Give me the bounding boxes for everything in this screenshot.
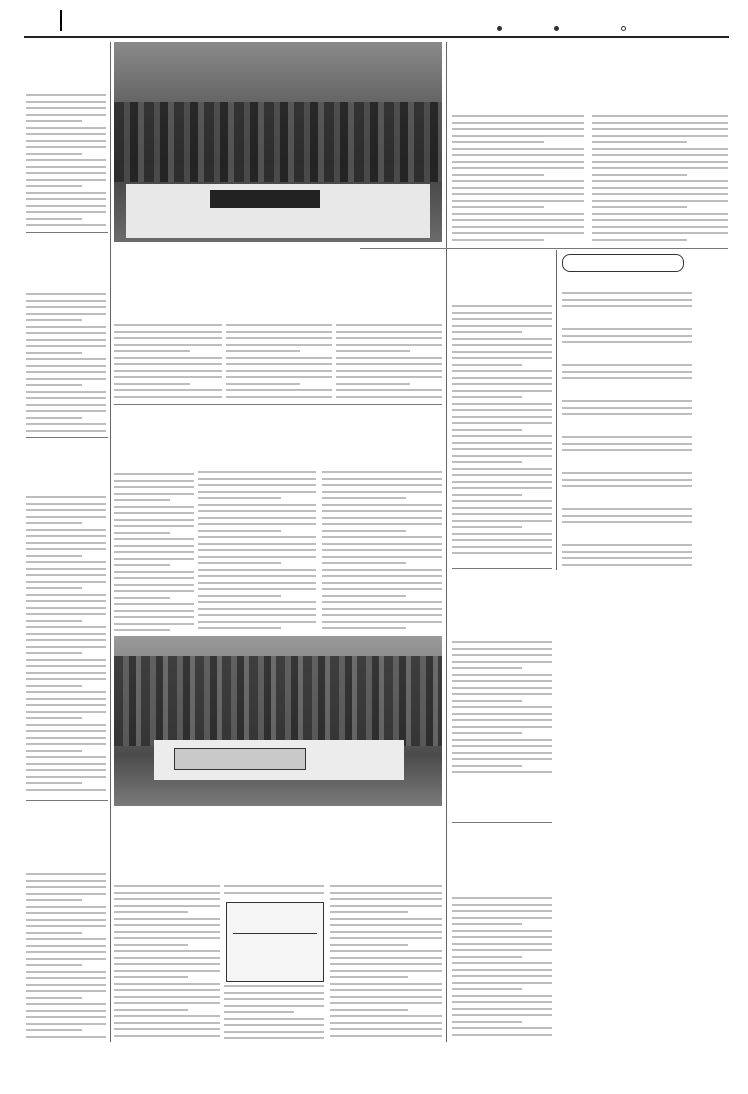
col1-divider — [110, 42, 111, 1042]
middle-protest-photo — [114, 636, 442, 806]
header-rule — [24, 36, 729, 38]
kalihati-body — [452, 305, 552, 563]
col1-story3-body — [26, 496, 106, 796]
tanore-body-col3 — [330, 885, 442, 1041]
right-inner-divider — [556, 250, 557, 570]
durgapur-rule — [452, 568, 552, 569]
right-top-body-col2 — [592, 115, 728, 243]
tanore-body-col2b — [224, 985, 324, 1041]
crowd-silhouettes — [114, 102, 442, 182]
nagarpur-rule — [452, 822, 552, 823]
briefs-list — [562, 276, 692, 568]
tanore-body-col2a — [224, 885, 324, 899]
col1-story1-body — [26, 94, 106, 228]
lead-body-col1 — [114, 324, 222, 400]
tanore-body-col1 — [114, 885, 220, 1041]
lead-body-col3 — [336, 324, 442, 400]
singra-body-col1 — [198, 471, 316, 633]
briefs-header — [562, 254, 684, 272]
sitakunda-rule — [114, 404, 442, 405]
tanore-quote-box — [226, 902, 324, 982]
col1-rule-3 — [26, 800, 108, 801]
col-mid-divider — [446, 42, 447, 1042]
col1-story4-body — [26, 873, 106, 1041]
top-protest-photo — [114, 42, 442, 242]
facebook-icon — [497, 26, 502, 31]
brief-item-body — [562, 436, 692, 454]
globe-icon — [621, 26, 626, 31]
brief-item-body — [562, 328, 692, 346]
col1-rule-2 — [26, 437, 108, 438]
brief-item-body — [562, 400, 692, 418]
right-rule-1 — [360, 248, 728, 249]
col1-rule-1 — [26, 232, 108, 233]
banner-title-box — [210, 190, 320, 208]
middle-banner-box — [174, 748, 306, 770]
durgapur-body — [452, 641, 552, 777]
singra-body-col2 — [322, 471, 442, 633]
brief-item-body — [562, 544, 692, 566]
brief-item-body — [562, 508, 692, 526]
nagarpur-body — [452, 897, 552, 1041]
col1-story2-body — [26, 293, 106, 433]
header-divider — [60, 10, 62, 31]
page-header — [24, 8, 729, 34]
sitakunda-body — [114, 473, 194, 633]
brief-item-body — [562, 472, 692, 490]
brief-item-body — [562, 292, 692, 310]
brief-item-body — [562, 364, 692, 382]
twitter-icon — [554, 26, 559, 31]
middle-crowd — [114, 656, 442, 746]
right-top-body-col1 — [452, 115, 584, 243]
tanore-box-rule — [233, 933, 317, 934]
lead-body-col2 — [226, 324, 332, 400]
